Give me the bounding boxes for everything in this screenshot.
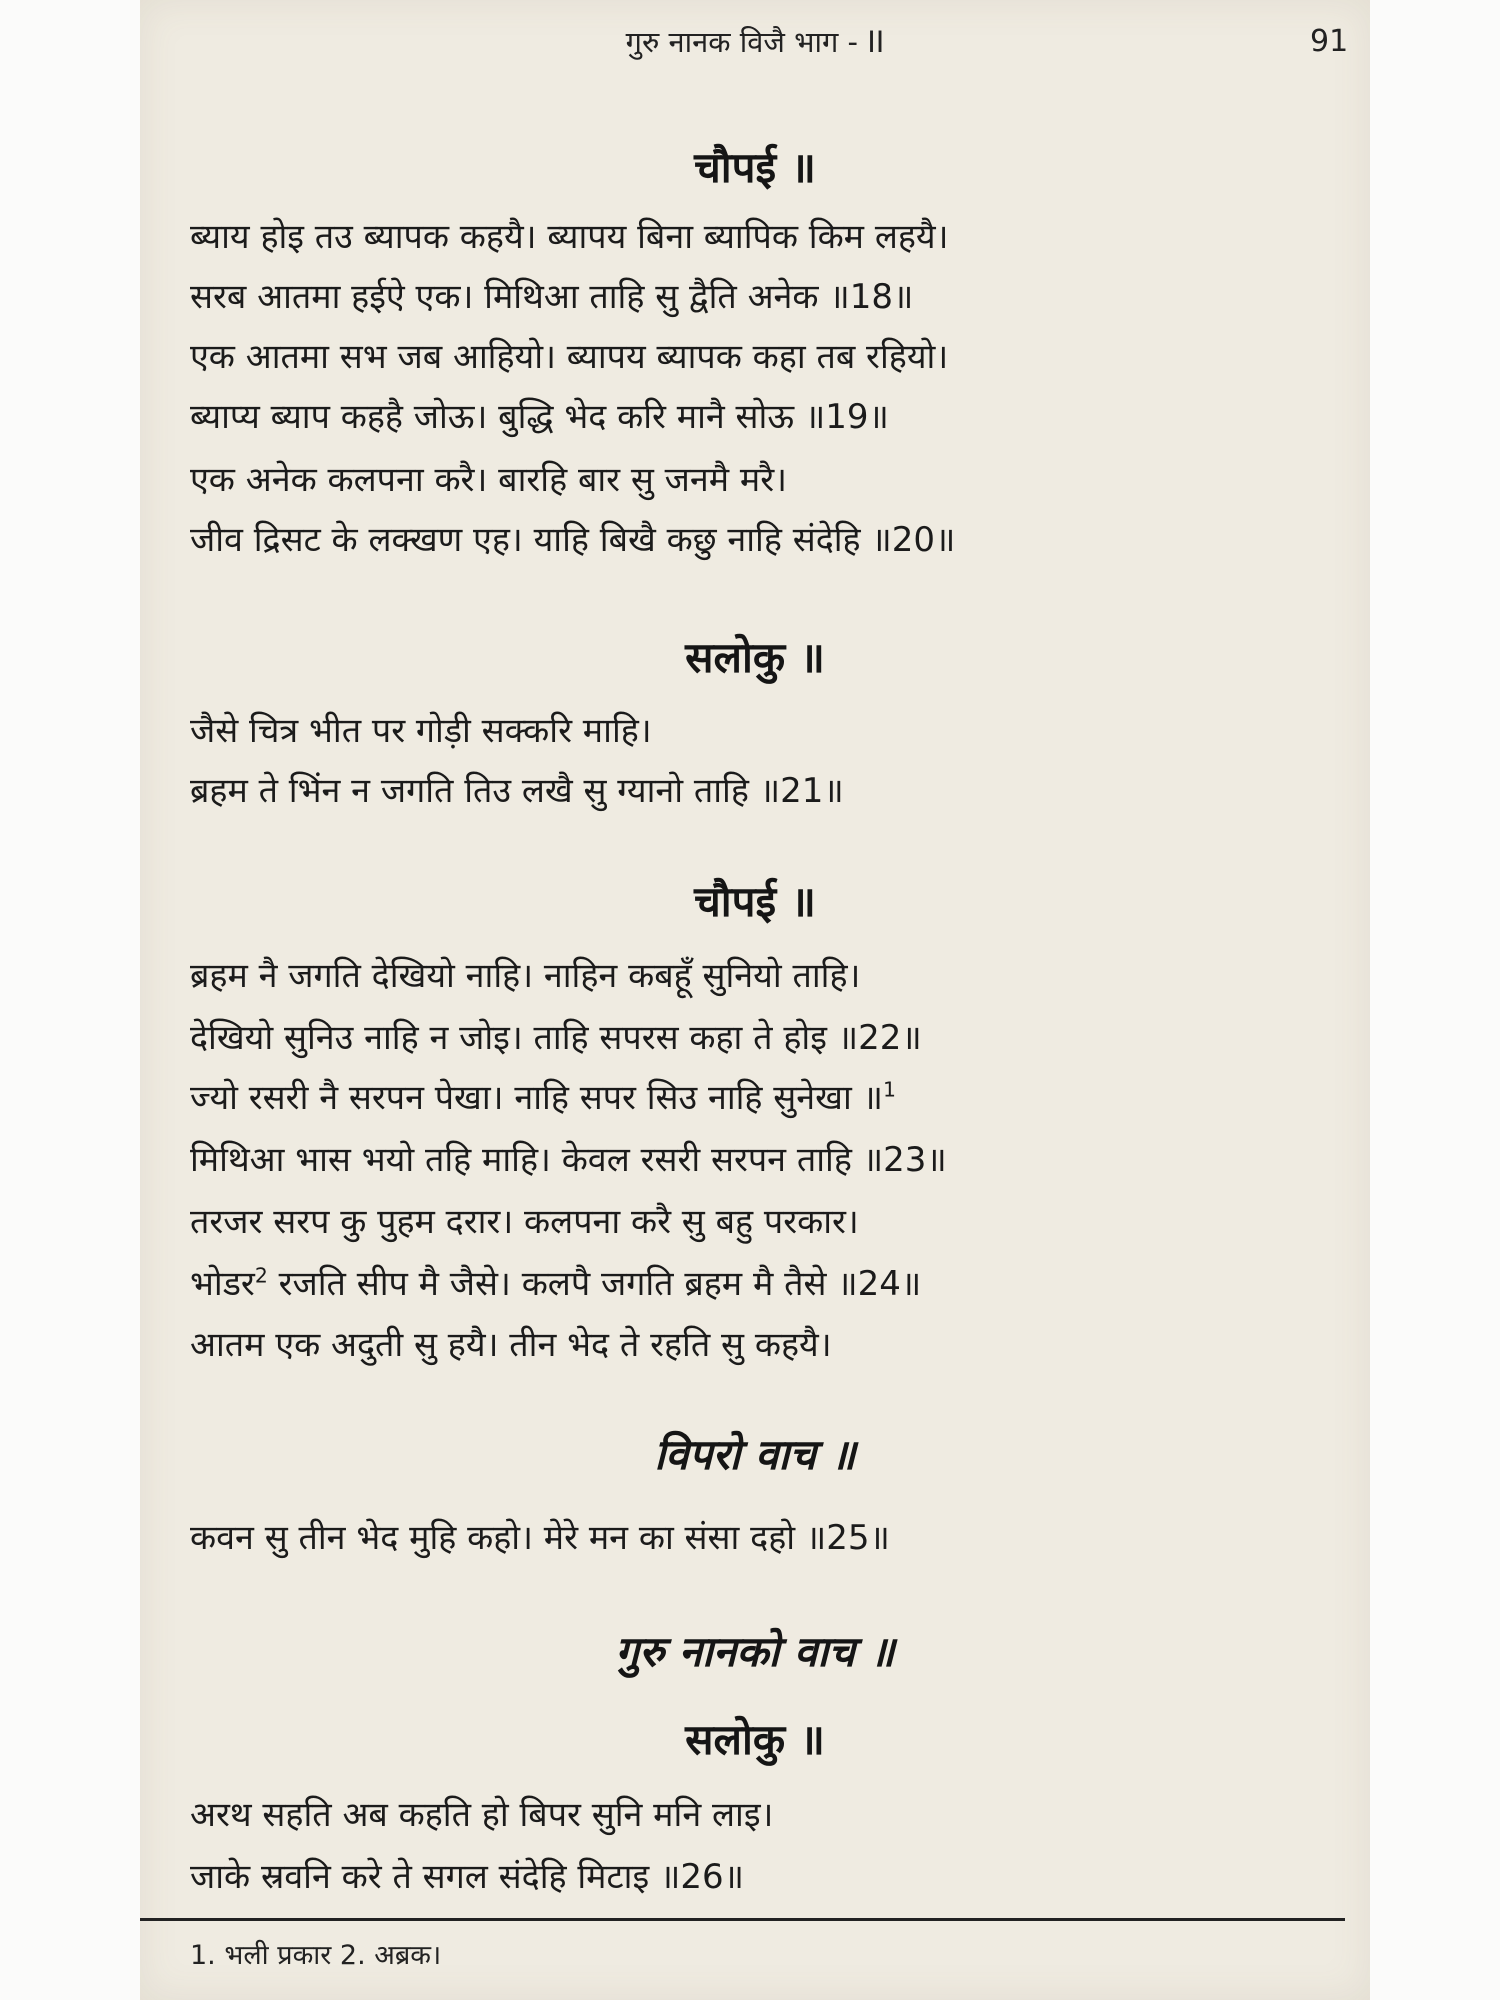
verse-line: अरथ सहति अब कहति हो बिपर सुनि मनि लाइ।: [190, 1795, 774, 1835]
verse-line: तरजर सरप कु पुहम दरार। कलपना करै सु बहु परकार।: [190, 1202, 859, 1242]
section-heading-saloku: सलोकु ॥: [685, 633, 825, 682]
verse-line: ब्याय होइ तउ ब्यापक कहयै। ब्यापय बिना ब्यापिक किम लहयै।: [190, 217, 949, 257]
page-number: 91: [1310, 24, 1349, 59]
scan-margin-left: [0, 0, 140, 2000]
verse-line: मिथिआ भास भयो तहि माहि। केवल रसरी सरपन ताहि ॥23॥: [190, 1140, 947, 1180]
section-heading-chaupai: चौपई ॥: [694, 877, 816, 926]
section-heading-chaupai: चौपई ॥: [694, 143, 816, 192]
verse-line: एक आतमा सभ जब आहियो। ब्यापय ब्यापक कहा तब रहियो।: [190, 337, 949, 377]
footnotes: 1. भली प्रकार 2. अब्रक।: [190, 1940, 442, 1971]
verse-line: ब्रहम नै जगति देखियो नाहि। नाहिन कबहूँ सुनियो ताहि।: [190, 956, 861, 996]
section-heading-guru-nanak-vach: गुरु नानको वाच ॥: [615, 1627, 895, 1676]
section-heading-vipro-vach: विपरो वाच ॥: [654, 1430, 856, 1479]
verse-line: [190, 1259, 1340, 1305]
verse-text: रजति सीप मै जैसे। कलपै जगति ब्रहम मै तैसे ॥24॥: [278, 1264, 922, 1304]
verse-line: ब्याप्य ब्याप कहहै जोऊ। बुद्धि भेद करि मानै सोऊ ॥19॥: [190, 397, 889, 437]
footnote-marker: 1: [882, 1077, 896, 1102]
verse-line: जैसे चित्र भीत पर गोड़ी सक्करि माहि।: [190, 711, 652, 751]
section-heading-saloku: सलोकु ॥: [685, 1715, 825, 1764]
verse-line: आतम एक अदुती सु हयै। तीन भेद ते रहति सु कहयै।: [190, 1325, 832, 1365]
verse-text: भोडर: [190, 1264, 255, 1304]
verse-line: जाके स्रवनि करे ते सगल संदेहि मिटाइ ॥26॥: [190, 1857, 744, 1897]
verse-line: जीव द्रिसट के लक्खण एह। याहि बिखै कछु नाहि संदेहि ॥20॥: [190, 520, 956, 560]
verse-line: एक अनेक कलपना करै। बारहि बार सु जनमै मरै।: [190, 460, 788, 500]
verse-line: ब्रहम ते भिंन न जगति तिउ लखै सु ग्यानो ताहि ॥21॥: [190, 771, 844, 811]
scan-margin-right: [1370, 0, 1500, 2000]
verse-line: सरब आतमा हईऐ एक। मिथिआ ताहि सु द्वैति अनेक ॥18॥: [190, 277, 914, 317]
verse-text: ज्यो रसरी नै सरपन पेखा। नाहि सपर सिउ नाहि सुनेखा ॥: [190, 1078, 883, 1118]
running-head: गुरु नानक विजै भाग - II: [625, 25, 885, 59]
verse-line: कवन सु तीन भेद मुहि कहो। मेरे मन का संसा दहो ॥25॥: [190, 1518, 890, 1558]
footnote-marker: 2: [254, 1263, 268, 1288]
footnote-divider: [140, 1918, 1345, 1921]
verse-line: [190, 1073, 1340, 1119]
verse-line: देखियो सुनिउ नाहि न जोइ। ताहि सपरस कहा ते होइ ॥22॥: [190, 1018, 922, 1058]
